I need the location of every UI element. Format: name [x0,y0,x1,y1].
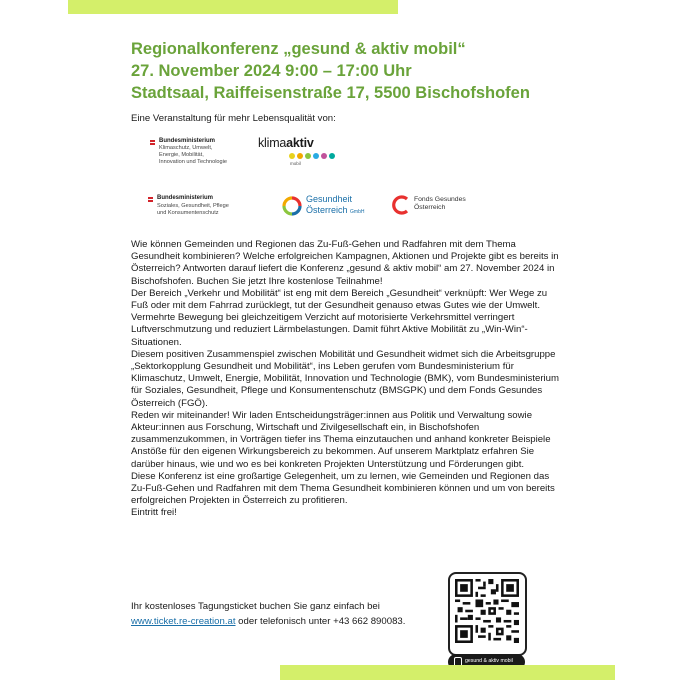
body-paragraph: Diesem positiven Zusammenspiel zwischen Mobilität und Gesundheit widmet sich die Arbeitsgruppe „Sektorkopplung Gesundheit und Mobilität“, ins Leben gerufen vom Bundesministerium für Klimaschutz, Umwelt, Energie, Mobilität, Innovation und Technologie (BMK), vom Bundesministerium für Soziales, Gesundheit, Pflege und Konsumentenschutz (BMSGPK) und dem Fonds Gesundes Österreich (FGÖ). [131,348,559,409]
colored-dots-icon [288,152,348,160]
qr-code-card[interactable] [448,572,527,656]
bmk-name: Bundesministerium [159,138,216,144]
bmsgpk-sub-1: Soziales, Gesundheit, Pflege [157,203,229,209]
ticket-info [131,599,405,629]
bmk-sub-2: Energie, Mobilität, [159,152,204,158]
bmk-sub-3: Innovation und Technologie [159,159,228,165]
goe-ring-icon [282,196,302,216]
qr-code-icon [455,579,519,643]
bmsgpk-logo [148,195,268,225]
bmk-sub-1: Klimaschutz, Umwelt, [159,145,213,151]
klimaaktiv-logo [258,136,348,170]
body-paragraph: Reden wir miteinander! Wir laden Entscheidungsträger:innen aus Politik und Verwaltung sowie Akteur:innen aus Forschung, Wirtschaft und Zivilgesellschaft ein, in Bischofshofen zusammenzukommen, in Vorträgen tiefer ins Thema einzutauchen und anhand konkreter Beispiele Anstöße für den eigenen Wirkungsbereich zu bekommen. Auf unserem Marktplatz erfahren Sie darüber hinaus, wie und wo es bei konkreten Projekten Unterstützung und Förderungen gibt. [131,409,551,470]
top-accent-bar [68,0,398,14]
bmk-logo [150,138,260,174]
austria-flag-icon [150,140,155,145]
bmsgpk-sub-2: und Konsumentenschutz [157,210,219,216]
body-paragraph-free-entry: Eintritt frei! [131,507,177,519]
klimaaktiv-sub: mobil [290,161,301,166]
body-paragraph: Wie können Gemeinden und Regionen das Zu-Fuß-Gehen und Radfahren mit dem Thema Gesundheit kombinieren? Welche erfolgreichen Kampagnen, Aktionen und Projekte gibt es bereits in Österreich? Antworten darauf liefert die Konferenz „gesund & aktiv mobil“ am 27. November 2024 in Bischofshofen. Buchen Sie jetzt Ihre kostenlose Teilnahme! [131,239,559,287]
body-text [131,239,561,520]
page-title [131,38,651,104]
organizers-intro: Eine Veranstaltung für mehr Lebensqualität von: [131,113,336,124]
body-paragraph: Der Bereich „Verkehr und Mobilität“ ist eng mit dem Bereich „Gesundheit“ verknüpft: Wer Wege zu Fuß oder mit dem Fahrrad zurücklegt, tut der Gesundheit genauso etwas Gutes wie der Umwelt. Vermehrte Bewegung bei gleichzeitigem Verzicht auf motorisierte Verkehrsmittel verringert Luftverschmutzung und reduziert Lärmbelastungen. Damit führt Aktive Mobilität zu „Win-Win“-Situationen. [131,287,548,348]
title-date-time: 27. November 2024 9:00 – 17:00 Uhr [131,62,412,80]
fgoe-name: Fonds Gesundes Österreich [414,196,466,211]
ticket-link[interactable]: www.ticket.re-creation.at [131,616,236,627]
body-paragraph: Diese Konferenz ist eine großartige Gelegenheit, um zu lernen, wie Gemeinden und Regionen das Zu-Fuß-Gehen und Radfahren mit dem Thema Gesundheit kombinieren können und um von bereits erfolgreichen Projekten in Österreich zu profitieren. [131,470,555,507]
bmsgpk-name: Bundesministerium [157,195,214,201]
title-venue: Stadtsaal, Raiffeisenstraße 17, 5500 Bischofshofen [131,84,530,102]
ticket-text: Ihr kostenloses Tagungsticket buchen Sie ganz einfach bei [131,601,380,612]
goe-logo [282,194,382,222]
fgoe-logo [392,194,487,220]
klimaaktiv-wordmark: klimaaktiv [258,136,314,150]
title-event-name: Regionalkonferenz „gesund & aktiv mobil“ [131,40,466,58]
qr-label: gesund & aktiv mobil [465,658,513,664]
austria-flag-icon [148,197,153,202]
bottom-accent-bar [280,665,615,680]
fgoe-ring-icon [392,195,412,215]
ticket-phone: oder telefonisch unter +43 662 890083. [235,616,406,627]
goe-name: Gesundheit Österreich GmbH [306,194,365,215]
